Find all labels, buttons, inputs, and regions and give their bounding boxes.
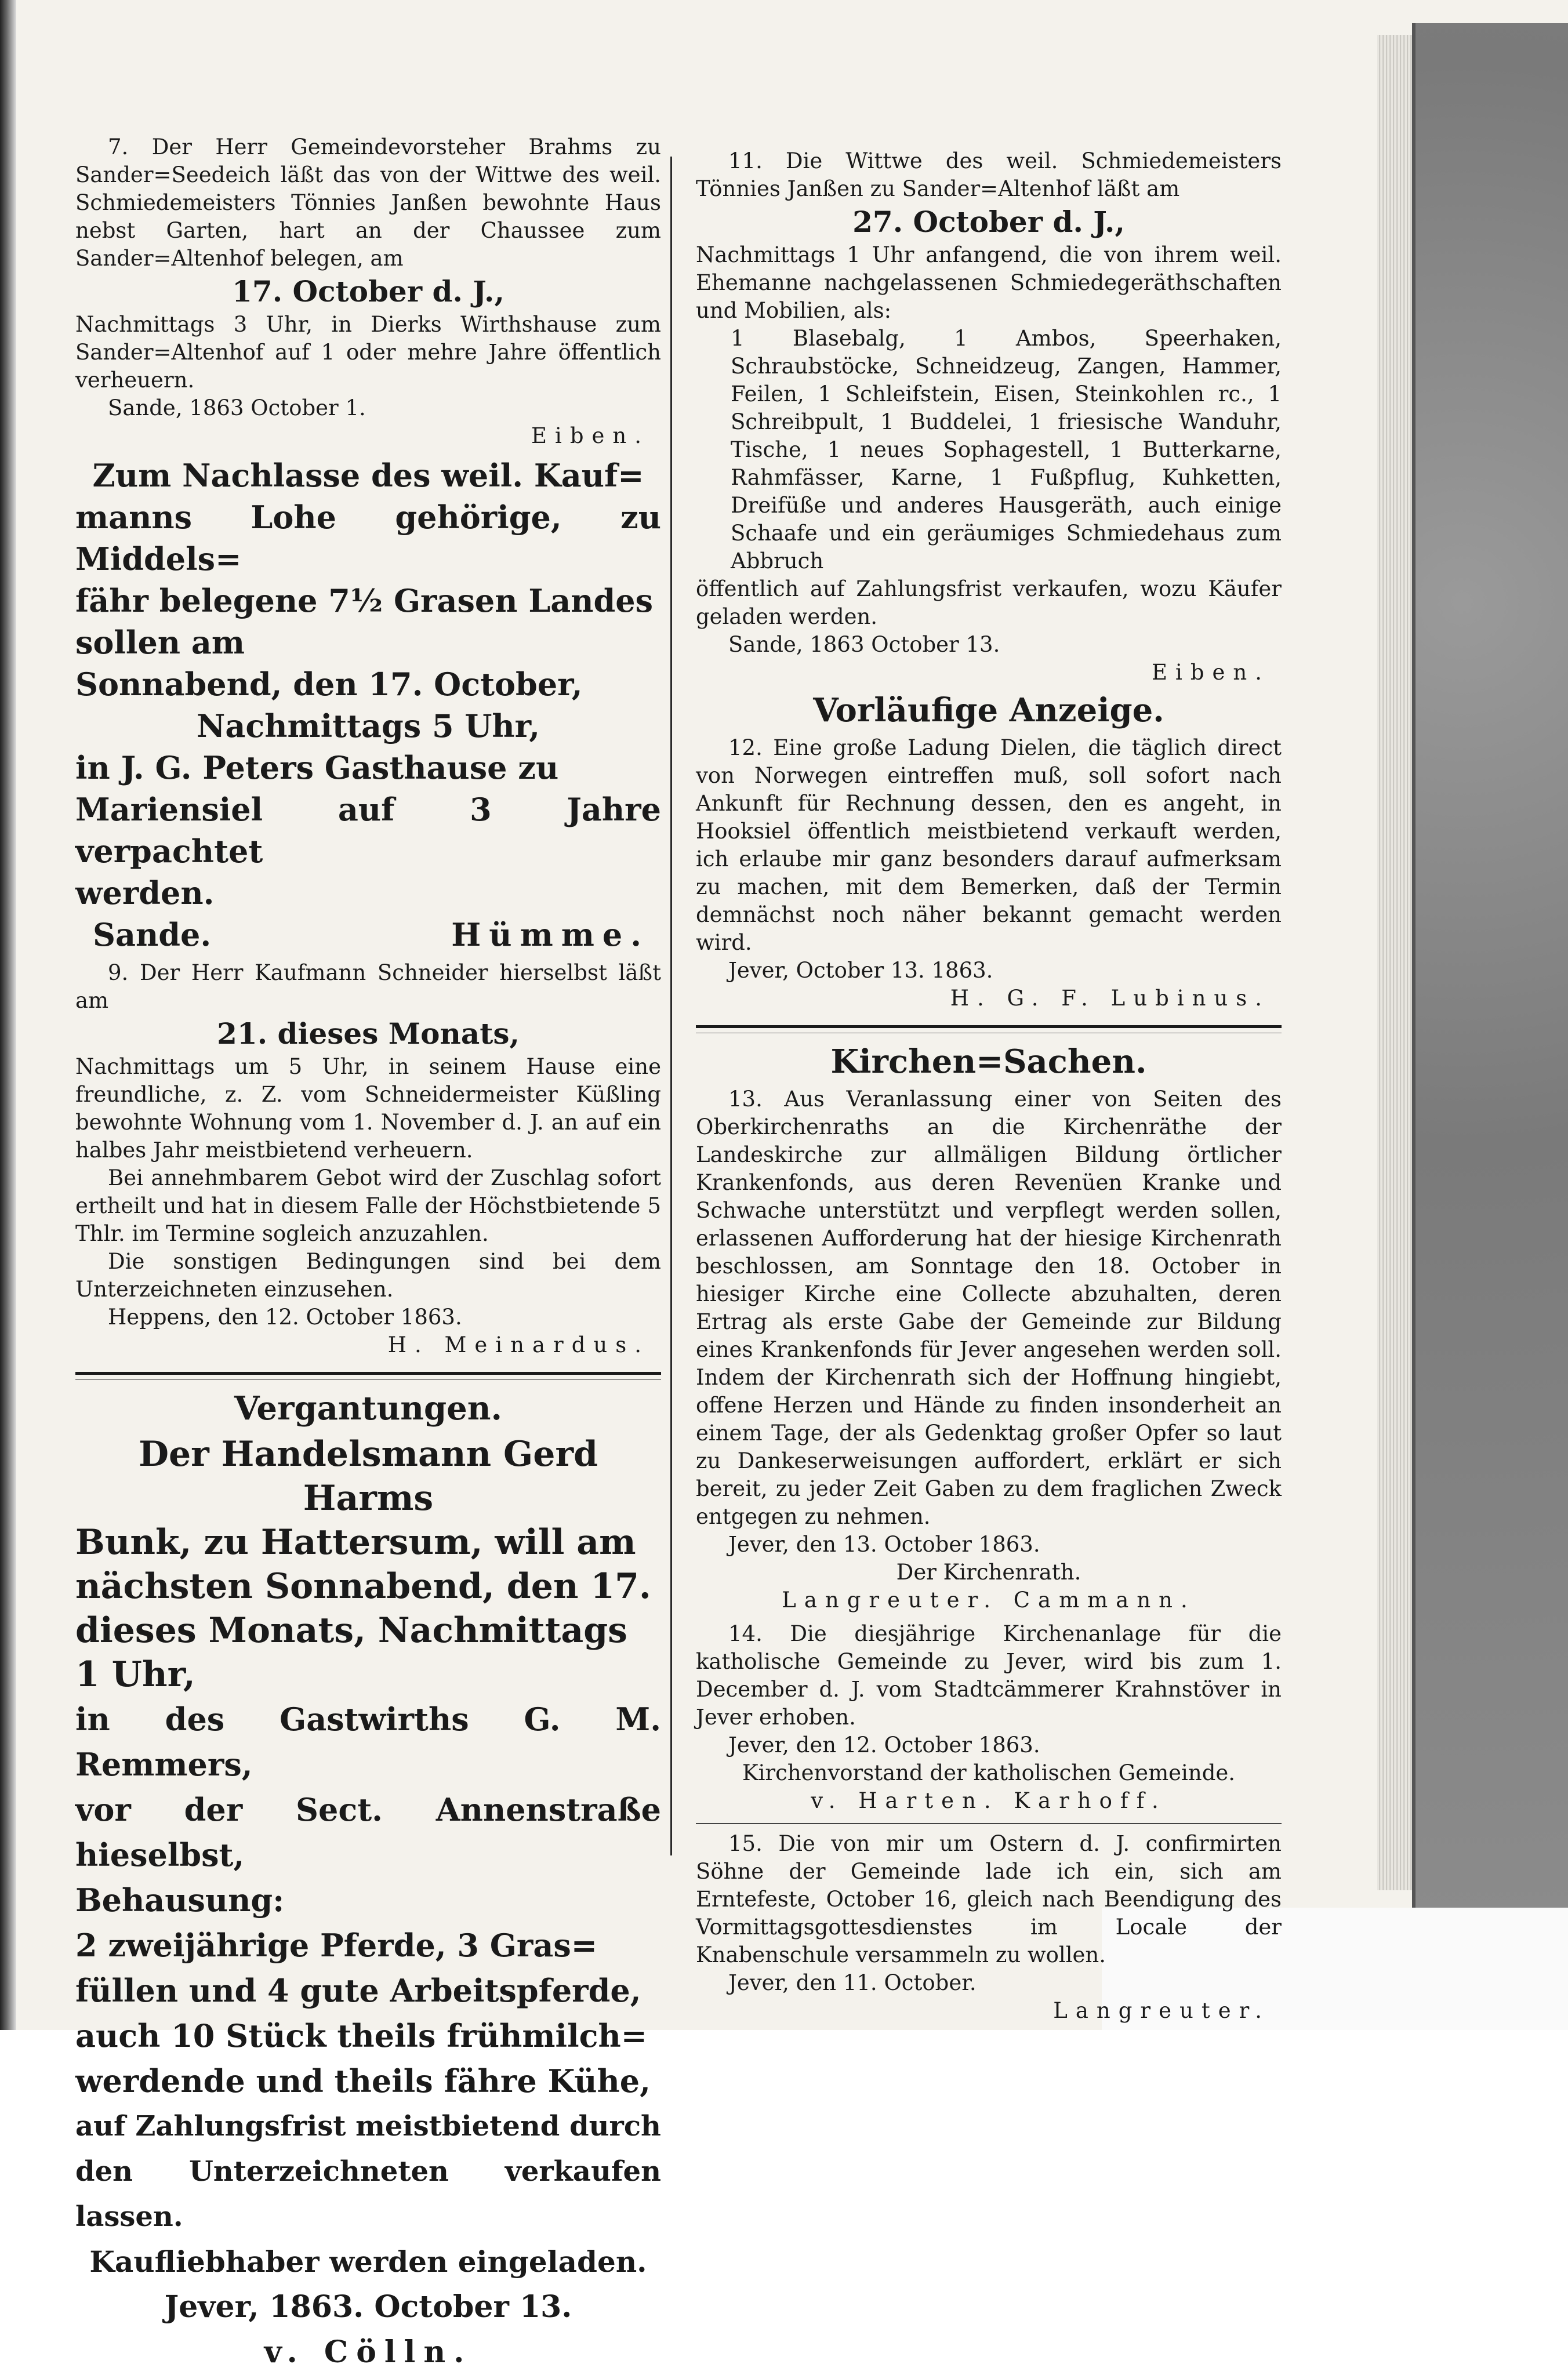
notice-body: 12. Eine große Ladung Dielen, die täglich direct von Norwegen eintreffen muß, soll sofort nach Ankunft für Rechnung dessen, den es angeht, in Hooksiel öffentlich meistbietend verkauft werden, ich erlaube mir ganz besonders darauf aufmerksam zu machen, mit dem Bemerken, daß der Termin demnächst noch näher bekannt gemacht werden wird. [696, 735, 1282, 955]
notice-place: Jever, den 12. October 1863. [728, 1733, 1040, 1757]
notice-signature: v. Harten. Karhoff. [811, 1788, 1167, 1813]
notice-line: Nachmittags 5 Uhr, [196, 707, 540, 745]
notice-line: werden. [75, 874, 215, 911]
section-heading: Vergantungen. [234, 1389, 502, 1428]
notice-signature: Langreuter. Cammann. [782, 1588, 1196, 1613]
notice-line: Behausung: [75, 1882, 285, 1919]
notice-line: in des Gastwirths G. M. Remmers, [75, 1701, 661, 1783]
notice-body: 14. Die diesjährige Kirchenanlage für die katholische Gemeinde zu Jever, wird bis zum 1. December d. J. vom Stadtcämmerer Krahnstöver in Jever erhoben. [696, 1621, 1282, 1730]
notice-place: Jever, den 11. October. [728, 1970, 977, 1995]
notice-date: 27. October d. J., [852, 205, 1125, 239]
book-cover [1412, 23, 1568, 1954]
notice-place: Sande, 1863 October 13. [728, 632, 1000, 657]
notice-body: 11. Die Wittwe des weil. Schmiedemeisters Tönnies Janßen zu Sander=Altenhof läßt am [696, 148, 1282, 201]
notice-body: 7. Der Herr Gemeindevorsteher Brahms zu Sander=Seedeich läßt das von der Wittwe des weil. Schmiedemeisters Tönnies Janßen bewohnte Haus nebst Garten, hart an der Chaussee zum Sander=Altenhof belegen, am [75, 135, 661, 271]
section-kirchen [696, 1041, 1282, 2025]
notice-line: auch 10 Stück theils frühmilch= [75, 2017, 647, 2054]
notice-body: Die sonstigen Bedingungen sind bei dem Unterzeichneten einzusehen. [75, 1249, 661, 1302]
column-divider [670, 157, 672, 1855]
notice-place: Sande, 1863 October 1. [108, 395, 366, 420]
notice-line: manns Lohe gehörige, zu Middels= [75, 499, 661, 578]
notice-body: Kirchenvorstand der katholischen Gemeinde. [742, 1760, 1236, 1785]
notice-body: Nachmittags 3 Uhr, in Dierks Wirthshause zum Sander=Altenhof auf 1 oder mehre Jahre öffentlich verheuern. [75, 312, 661, 393]
notice-7 [75, 133, 661, 450]
notice-9 [75, 959, 661, 1359]
notice-line: Bunk, zu Hattersum, will am [75, 1522, 636, 1563]
notice-8 [75, 455, 661, 956]
section-rule [696, 1025, 1282, 1033]
notice-signature: H. G. F. Lubinus. [950, 986, 1270, 1011]
notice-line: den Unterzeichneten verkaufen lassen. [75, 2155, 661, 2233]
section-rule [696, 1823, 1282, 1824]
notice-line: Der Handelsmann Gerd Harms [138, 1434, 598, 1519]
notice-line: 1 Uhr, [75, 1654, 195, 1695]
notice-line: vor der Sect. Annenstraße hieselbst, [75, 1791, 661, 1873]
notice-line: Kaufliebhaber werden eingeladen. [89, 2245, 647, 2279]
section-heading: Vorläufige Anzeige. [813, 691, 1164, 729]
notice-11 [696, 147, 1282, 687]
notice-line: Mariensiel auf 3 Jahre verpachtet [75, 791, 661, 870]
item-list: 1 Blasebalg, 1 Ambos, Speerhaken, Schraubstöcke, Schneidzeug, Zangen, Hammer, Feilen, 1 Schleifstein, Eisen, Steinkohlen rc., 1 Schreibpult, 1 Buddelei, 1 friesische Wanduhr, Tische, 1 neues Sophagestell, 1 Butterkarne, Rahmfässer, Karne, 1 Fußpflug, Kuhketten, Dreifüße und anderes Hausgeräth, auch einige Schaafe und ein geräumiges Schmiedehaus zum Abbruch [731, 326, 1282, 573]
notice-date: 17. October d. J., [232, 274, 504, 308]
notice-body: 15. Die von mir um Ostern d. J. confirmirten Söhne der Gemeinde lade ich ein, sich am Erntefeste, October 16, gleich nach Beendigung des Vormittagsgottesdienstes im Locale der Knabenschule versammeln zu wollen. [696, 1831, 1282, 1967]
notice-body: 13. Aus Veranlassung einer von Seiten des Oberkirchenraths an die Kirchenräthe der Landeskirche zur allmäligen Bildung örtlicher Krankenfonds, aus deren Revenüen Kranke und Schwache unterstützt und verpflegt werden sollen, erlassenen Aufforderung hat der hiesige Kirchenrath beschlossen, am Sonntage den 18. October in hiesiger Kirche eine Collecte abzuhalten, deren Ertrag als erste Gabe der Gemeinde zur Bildung eines Krankenfonds für Jever angesehen werden soll. Indem der Kirchenrath sich der Hoffnung hingiebt, offene Herzen und Hände zu finden insonderheit an einem Tage, der als Gedenktag großer Opfer so laut zu Dankeserweisungen auffordert, erklärt er sich bereit, zu jeder Zeit Gaben zu dem fraglichen Zweck entgegen zu nehmen. [696, 1087, 1282, 1529]
notice-line: Sonnabend, den 17. October, [75, 666, 583, 703]
page-edges [1377, 35, 1412, 1890]
notice-line: in J. G. Peters Gasthause zu [75, 749, 559, 786]
notice-place: Jever, 1863. October 13. [164, 2289, 572, 2325]
notice-signature: Eiben. [1151, 660, 1270, 685]
book-spine [0, 0, 16, 2030]
left-column [75, 133, 661, 2375]
notice-signature: H. Meinardus. [387, 1332, 649, 1357]
notice-body: 9. Der Herr Kaufmann Schneider hierselbst läßt am [75, 960, 661, 1013]
notice-line: nächsten Sonnabend, den 17. [75, 1566, 651, 1607]
notice-place: Heppens, den 12. October 1863. [108, 1305, 462, 1330]
notice-line: füllen und 4 gute Arbeitspferde, [75, 1972, 641, 2009]
notice-12 [696, 690, 1282, 1012]
notice-date: 21. dieses Monats, [217, 1016, 520, 1051]
notice-body: Bei annehmbarem Gebot wird der Zuschlag sofort ertheilt und hat in diesem Falle der Höchstbietende 5 Thlr. im Termine sogleich anzuzahlen. [75, 1165, 661, 1246]
notice-line: 2 zweijährige Pferde, 3 Gras= [75, 1927, 597, 1964]
right-column [696, 133, 1282, 2025]
newspaper-text [64, 133, 1299, 2370]
section-rule [75, 1372, 661, 1380]
notice-place: Jever, October 13. 1863. [728, 958, 993, 983]
notice-line: auf Zahlungsfrist meistbietend durch [75, 2110, 661, 2142]
section-heading: Kirchen=Sachen. [830, 1043, 1147, 1081]
notice-signature: Hümme. [451, 916, 649, 953]
notice-place: Sande. [93, 916, 212, 953]
notice-body: Nachmittags 1 Uhr anfangend, die von ihrem weil. Ehemanne nachgelassenen Schmiedegeräthschaften und Mobilien, als: [696, 242, 1282, 323]
notice-body: Der Kirchenrath. [896, 1560, 1081, 1585]
notice-signature: Langreuter. [1053, 1998, 1270, 2023]
notice-signature: Eiben. [531, 423, 649, 448]
notice-place: Jever, den 13. October 1863. [728, 1532, 1040, 1557]
notice-body: öffentlich auf Zahlungsfrist verkaufen, wozu Käufer geladen werden. [696, 576, 1282, 629]
notice-line: dieses Monats, Nachmittags [75, 1610, 627, 1651]
notice-line: werdende und theils fähre Kühe, [75, 2062, 651, 2100]
notice-line: Zum Nachlasse des weil. Kauf= [92, 457, 644, 494]
notice-footer [75, 914, 661, 956]
notice-body: Nachmittags um 5 Uhr, in seinem Hause eine freundliche, z. Z. vom Schneidermeister Küßling bewohnte Wohnung vom 1. November d. J. an auf ein halbes Jahr meistbietend verheuern. [75, 1054, 661, 1163]
section-vergantungen [75, 1388, 661, 2375]
notice-line: sollen am [75, 624, 245, 661]
notice-signature: v. Cölln. [264, 2334, 473, 2370]
notice-line: fähr belegene 7½ Grasen Landes [75, 582, 654, 619]
